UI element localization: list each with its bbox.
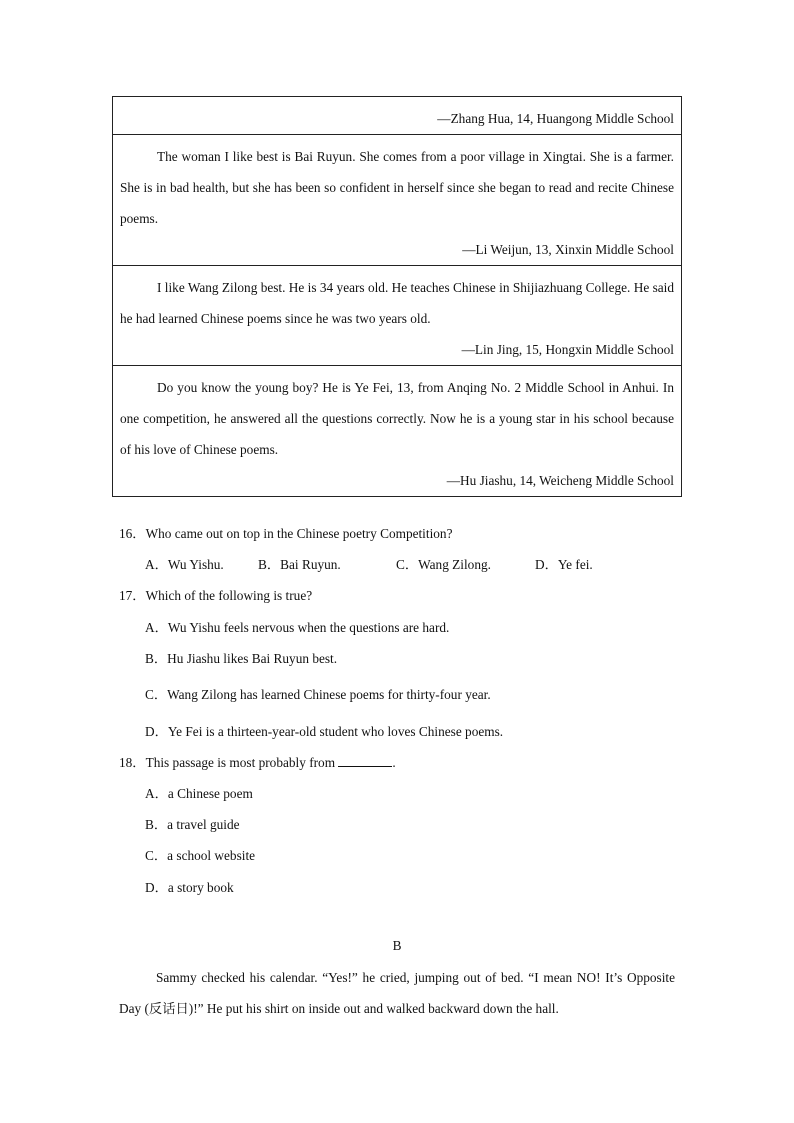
testimonial-signature: —Lin Jing, 15, Hongxin Middle School [461, 342, 674, 357]
option-c[interactable]: C．Wang Zilong has learned Chinese poems for thirty-four year. [145, 687, 491, 702]
question-text: Who came out on top in the Chinese poetry Competition? [145, 526, 453, 541]
question-16 [119, 523, 452, 542]
question-number: 16． [119, 526, 146, 541]
question-text: Which of the following is true? [145, 588, 313, 603]
testimonial-row [113, 134, 681, 265]
testimonial-signature: —Zhang Hua, 14, Huangong Middle School [437, 111, 674, 126]
testimonial-row [113, 97, 681, 134]
testimonial-text: Do you know the young boy? He is Ye Fei, 13, from Anqing No. 2 Middle School in Anhui. In one competition, he answered all the questions correctly. Now he is a young star in his school because of his love of Chinese poems. [120, 380, 674, 457]
testimonial-signature: —Hu Jiashu, 14, Weicheng Middle School [446, 473, 674, 488]
testimonial-table [112, 96, 682, 497]
question-text: This passage is most probably from [145, 755, 336, 770]
option-b[interactable]: B．a travel guide [145, 817, 240, 832]
answer-blank [338, 755, 392, 767]
option-d[interactable]: D．a story book [145, 880, 234, 895]
testimonial-row [113, 265, 681, 365]
testimonial-text: The woman I like best is Bai Ruyun. She comes from a poor village in Xingtai. She is a farmer. She is in bad health, but she has been so confident in herself since she began to read and recite Chinese poems. [120, 149, 674, 226]
option-b[interactable]: B．Hu Jiashu likes Bai Ruyun best. [145, 651, 338, 666]
option-d[interactable]: D．Ye fei. [535, 557, 593, 572]
question-17 [119, 585, 312, 604]
question-18 [119, 752, 396, 771]
option-b[interactable]: B．Bai Ruyun. [258, 557, 341, 572]
option-a[interactable]: A．Wu Yishu. [145, 557, 224, 572]
option-c[interactable]: C．Wang Zilong. [396, 557, 491, 572]
testimonial-signature: —Li Weijun, 13, Xinxin Middle School [462, 242, 674, 257]
passage-paragraph: Sammy checked his calendar. “Yes!” he cried, jumping out of bed. “I mean NO! It’s Opposite Day (反话日)!” He put his shirt on inside out and walked backward down the hall. [119, 970, 675, 1016]
option-d[interactable]: D．Ye Fei is a thirteen-year-old student who loves Chinese poems. [145, 724, 504, 739]
question-text-end: . [392, 755, 396, 770]
testimonial-text: I like Wang Zilong best. He is 34 years old. He teaches Chinese in Shijiazhuang College. He said he had learned Chinese poems since he was two years old. [120, 280, 674, 326]
section-heading: B [392, 938, 402, 953]
question-number: 18． [119, 755, 146, 770]
question-number: 17． [119, 588, 146, 603]
option-c[interactable]: C．a school website [145, 848, 256, 863]
option-a[interactable]: A．a Chinese poem [145, 786, 253, 801]
option-a[interactable]: A．Wu Yishu feels nervous when the questions are hard. [145, 620, 450, 635]
testimonial-row [113, 365, 681, 496]
